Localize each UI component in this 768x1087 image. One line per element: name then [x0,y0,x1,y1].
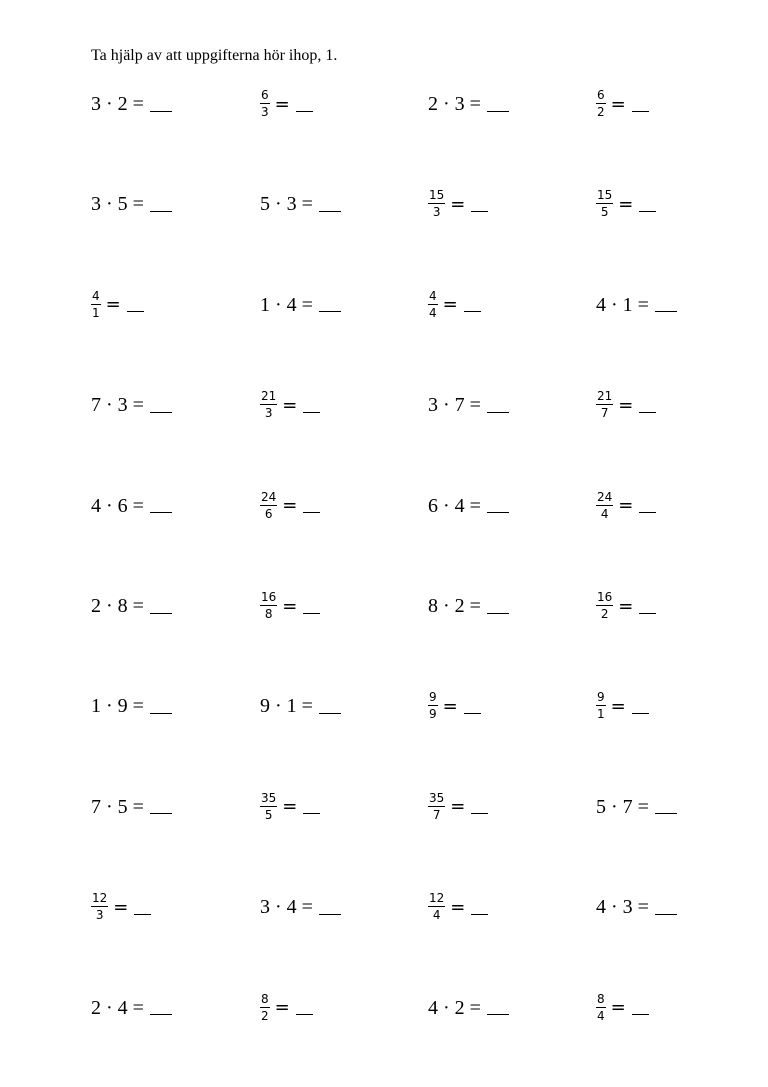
answer-blank[interactable] [303,799,320,814]
equals-sign: = [105,294,121,316]
multiplication-expression: 4 · 2 = [428,996,481,1019]
fraction-numerator: 35 [429,790,445,805]
fraction [260,89,270,119]
equals-sign: = [618,595,634,617]
fraction-denominator: 3 [261,105,269,119]
fraction [596,491,613,521]
answer-blank[interactable] [150,799,172,814]
fraction-numerator: 24 [597,489,613,504]
answer-blank[interactable] [319,297,341,312]
exercise-item [91,576,172,636]
exercise-item [91,676,172,736]
answer-blank[interactable] [319,900,341,915]
exercise-item [596,576,656,636]
fraction-denominator: 1 [597,707,605,722]
exercise-item [596,877,677,937]
fraction-numerator: 21 [261,389,277,404]
answer-blank[interactable] [150,1000,172,1015]
answer-blank[interactable] [639,197,656,212]
answer-blank[interactable] [639,599,656,614]
multiplication-expression: 3 · 5 = [91,193,144,216]
worksheet-title: Ta hjälp av att uppgifterna hör ihop, 1. [91,47,338,64]
fraction-denominator: 5 [600,205,609,220]
fraction-numerator: 9 [429,690,437,705]
equals-sign: = [450,896,466,918]
answer-blank[interactable] [632,699,649,714]
answer-blank[interactable] [303,398,320,413]
fraction-denominator: 2 [597,105,605,119]
fraction [91,892,108,922]
fraction-denominator: 3 [432,205,441,220]
multiplication-expression: 3 · 7 = [428,394,481,417]
answer-blank[interactable] [464,297,481,312]
exercise-item [91,877,151,937]
fraction [596,89,606,119]
fraction [260,491,277,521]
answer-blank[interactable] [296,1000,313,1015]
exercise-item [260,676,341,736]
exercise-item [428,777,488,837]
fraction-numerator: 4 [429,288,437,303]
multiplication-expression: 5 · 3 = [260,193,313,216]
fraction-numerator: 16 [261,590,277,604]
equals-sign: = [450,193,466,215]
answer-blank[interactable] [134,900,151,915]
fraction-denominator: 8 [264,607,273,621]
fraction-denominator: 7 [432,807,441,822]
fraction [428,290,438,320]
fraction-numerator: 15 [429,188,445,203]
exercise-item [260,877,341,937]
exercise-item [91,375,172,435]
answer-blank[interactable] [319,197,341,212]
multiplication-expression: 7 · 3 = [91,394,144,417]
multiplication-expression: 3 · 2 = [91,93,144,115]
exercise-row [0,777,768,837]
exercise-item [596,74,649,134]
fraction-denominator: 2 [600,607,609,621]
exercise-row [0,275,768,335]
equals-sign: = [442,695,458,717]
equals-sign: = [618,193,634,215]
answer-blank[interactable] [487,599,509,614]
exercise-item [91,275,144,335]
fraction-numerator: 6 [261,88,269,102]
equals-sign: = [274,93,290,115]
exercise-item [596,375,656,435]
exercise-row [0,174,768,234]
fraction-numerator: 12 [92,891,108,906]
fraction [260,390,277,420]
exercise-item [428,476,509,536]
exercise-item [596,777,677,837]
fraction-numerator: 6 [597,88,605,102]
fraction-denominator: 7 [600,406,609,421]
exercise-item [428,576,509,636]
answer-blank[interactable] [471,197,488,212]
equals-sign: = [282,495,298,517]
equals-sign: = [282,595,298,617]
exercise-item [91,74,172,134]
exercise-row [0,74,768,134]
fraction-numerator: 8 [597,991,605,1006]
exercise-item [428,978,509,1038]
equals-sign: = [450,796,466,818]
exercise-item [260,174,341,234]
multiplication-expression: 2 · 4 = [91,996,144,1019]
exercise-item [428,676,481,736]
exercise-item [260,978,313,1038]
multiplication-expression: 1 · 9 = [91,695,144,718]
answer-blank[interactable] [655,297,677,312]
exercise-row [0,476,768,536]
answer-blank[interactable] [487,1000,509,1015]
exercise-row [0,676,768,736]
fraction-denominator: 9 [429,707,437,722]
fraction-denominator: 3 [264,406,273,421]
answer-blank[interactable] [655,900,677,915]
exercise-item [260,576,320,636]
multiplication-expression: 5 · 7 = [596,795,649,818]
multiplication-expression: 7 · 5 = [91,795,144,818]
multiplication-expression: 8 · 2 = [428,595,481,617]
exercise-item [428,174,488,234]
exercise-row [0,877,768,937]
fraction-denominator: 5 [264,807,273,822]
fraction [91,290,101,320]
fraction [596,591,613,621]
equals-sign: = [610,93,626,115]
fraction [596,993,606,1023]
fraction [260,591,277,621]
answer-blank[interactable] [150,398,172,413]
multiplication-expression: 9 · 1 = [260,695,313,718]
exercise-item [596,676,649,736]
equals-sign: = [610,695,626,717]
fraction-numerator: 24 [261,489,277,504]
answer-blank[interactable] [303,599,320,614]
answer-blank[interactable] [471,799,488,814]
fraction-denominator: 2 [261,1008,269,1023]
answer-blank[interactable] [150,599,172,614]
fraction [596,189,613,219]
multiplication-expression: 2 · 3 = [428,93,481,115]
answer-blank[interactable] [487,97,509,112]
exercise-item [596,174,656,234]
answer-blank[interactable] [303,498,320,513]
fraction-numerator: 9 [597,690,605,705]
answer-blank[interactable] [127,297,144,312]
fraction-numerator: 15 [597,188,613,203]
answer-blank[interactable] [150,498,172,513]
exercise-row [0,978,768,1038]
fraction [428,792,445,822]
answer-blank[interactable] [150,97,172,112]
exercise-row [0,576,768,636]
multiplication-expression: 4 · 3 = [596,896,649,919]
answer-blank[interactable] [487,398,509,413]
exercise-item [91,476,172,536]
fraction-denominator: 4 [432,908,441,923]
multiplication-expression: 4 · 6 = [91,494,144,517]
answer-blank[interactable] [487,498,509,513]
fraction [596,390,613,420]
fraction [260,792,277,822]
exercise-row [0,375,768,435]
multiplication-expression: 6 · 4 = [428,494,481,517]
answer-blank[interactable] [632,1000,649,1015]
multiplication-expression: 2 · 8 = [91,595,144,617]
exercise-item [428,877,488,937]
fraction [596,691,606,721]
equals-sign: = [618,495,634,517]
exercise-item [428,375,509,435]
multiplication-expression: 3 · 4 = [260,896,313,919]
fraction [260,993,270,1023]
answer-blank[interactable] [319,699,341,714]
fraction [428,189,445,219]
exercise-item [596,275,677,335]
exercise-item [428,74,509,134]
equals-sign: = [274,997,290,1019]
fraction-numerator: 8 [261,991,269,1006]
fraction-denominator: 4 [597,1008,605,1023]
fraction-denominator: 6 [264,506,273,521]
multiplication-expression: 4 · 1 = [596,293,649,316]
equals-sign: = [282,796,298,818]
equals-sign: = [442,294,458,316]
equals-sign: = [610,997,626,1019]
exercise-item [260,375,320,435]
fraction [428,691,438,721]
equals-sign: = [113,896,129,918]
equals-sign: = [282,394,298,416]
exercise-item [91,978,172,1038]
answer-blank[interactable] [150,699,172,714]
fraction-numerator: 35 [261,790,277,805]
fraction-denominator: 4 [429,305,437,320]
equals-sign: = [618,394,634,416]
answer-blank[interactable] [471,900,488,915]
exercise-item [428,275,481,335]
answer-blank[interactable] [464,699,481,714]
fraction-numerator: 12 [429,891,445,906]
answer-blank[interactable] [639,398,656,413]
exercise-item [260,476,320,536]
answer-blank[interactable] [296,97,313,112]
fraction-denominator: 4 [600,506,609,521]
answer-blank[interactable] [632,97,649,112]
exercise-item [91,777,172,837]
exercise-item [596,978,649,1038]
exercise-item [260,275,341,335]
fraction-numerator: 4 [92,288,100,303]
exercise-item [596,476,656,536]
exercise-item [260,74,313,134]
exercise-item [91,174,172,234]
fraction-denominator: 1 [92,305,100,320]
exercise-item [260,777,320,837]
answer-blank[interactable] [655,799,677,814]
fraction-numerator: 16 [597,590,613,604]
fraction-numerator: 21 [597,389,613,404]
answer-blank[interactable] [639,498,656,513]
multiplication-expression: 1 · 4 = [260,293,313,316]
answer-blank[interactable] [150,197,172,212]
fraction [428,892,445,922]
fraction-denominator: 3 [95,908,104,923]
